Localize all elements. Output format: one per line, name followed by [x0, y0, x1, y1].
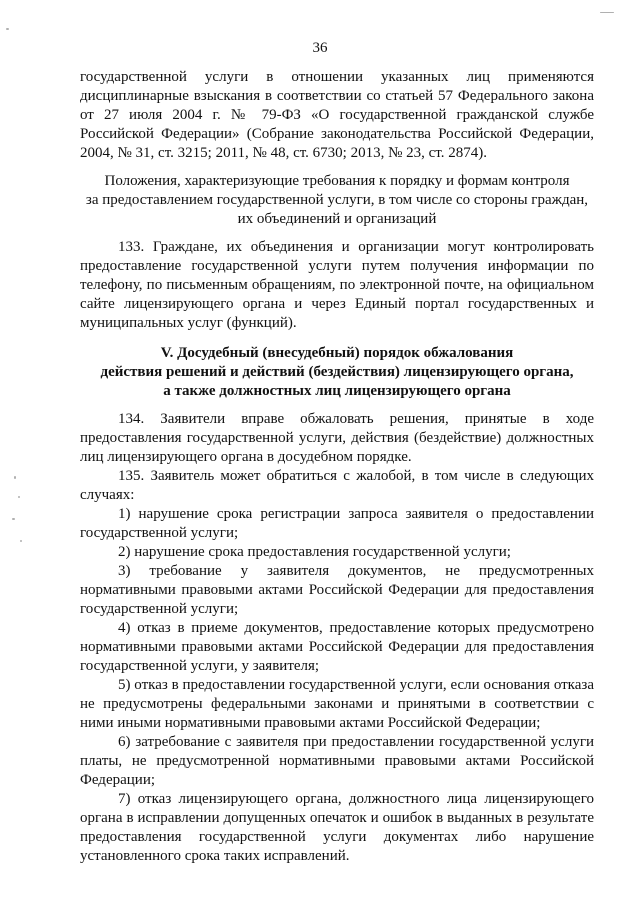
paragraph-continuation: [80, 68, 594, 163]
scan-speck: [14, 476, 16, 479]
list-item: 4) отказ в приеме документов, предоставление которых предусмотрено нормативными правовыми актами Российской Федерации для предоставления государственной услуги, у заявителя;: [80, 620, 594, 674]
paragraph-text: государственной услуги в отношении указанных лиц применяются дисциплинарные взыскания в соответствии со статьей 57 Федерального закона от 27 июля 2004 г. № 79-ФЗ «О государственной гражданской службе Российской Федерации» (Собрание законодательства Российской Федерации, 2004, № 31, ст. 3215; 2011, № 48, ст. 6730; 2013, № 23, ст. 2874).: [80, 69, 594, 161]
heading-line: Положения, характеризующие требования к порядку и формам контроля: [104, 173, 570, 189]
list-item: 3) требование у заявителя документов, не предусмотренных нормативными правовыми актами Российской Федерации для предоставления государственной услуги;: [80, 563, 594, 617]
list-item: 5) отказ в предоставлении государственной услуги, если основания отказа не предусмотрены федеральными законами и принятыми в соответствии с ними иными нормативными правовыми актами Российской Федерации;: [80, 677, 594, 731]
paragraph-134: 134. Заявители вправе обжаловать решения, принятые в ходе предоставления государственной услуги, действия (бездействие) должностных лиц лицензирующего органа в досудебном порядке.: [80, 411, 594, 465]
list-item: 6) затребование с заявителя при предоставлении государственной услуги платы, не предусмотренной нормативными правовыми актами Российской Федерации;: [80, 734, 594, 788]
heading-line: действия решений и действий (бездействия) лицензирующего органа,: [100, 364, 574, 380]
list-item: 2) нарушение срока предоставления государственной услуги;: [118, 544, 511, 560]
paragraph-133: [80, 238, 594, 333]
scan-speck: [18, 496, 20, 498]
scan-speck: [12, 518, 15, 520]
scan-speck: [20, 540, 22, 542]
scan-speck: [6, 28, 9, 30]
heading-line: их объединений и организаций: [237, 211, 437, 227]
heading-line: V. Досудебный (внесудебный) порядок обжалования: [160, 345, 514, 361]
heading-line: а также должностных лиц лицензирующего органа: [163, 383, 511, 399]
list-item: 7) отказ лицензирующего органа, должностного лица лицензирующего органа в исправлении допущенных опечаток и ошибок в выданных в результате предоставления государственной услуги документах либо нарушение установленного срока таких исправлений.: [80, 791, 594, 864]
page-number: 36: [312, 40, 328, 56]
section-5-body: [80, 410, 594, 866]
paragraph-135: 135. Заявитель может обратиться с жалобой, в том числе в следующих случаях:: [80, 468, 594, 503]
heading-control-provisions: [72, 172, 602, 229]
heading-line: за предоставлением государственной услуги, в том числе со стороны граждан,: [85, 192, 589, 208]
paragraph-text: 133. Граждане, их объединения и организации могут контролировать предоставление государственной услуги путем получения информации по телефону, по письменным обращениям, по электронной почте, на официальном сайте лицензирующего органа и через Единый портал государственных и муниципальных услуг (функций).: [80, 239, 594, 331]
scan-speck: [600, 12, 614, 13]
list-item: 1) нарушение срока регистрации запроса заявителя о предоставлении государственной услуги;: [80, 506, 594, 541]
section-5-heading: [72, 344, 602, 401]
